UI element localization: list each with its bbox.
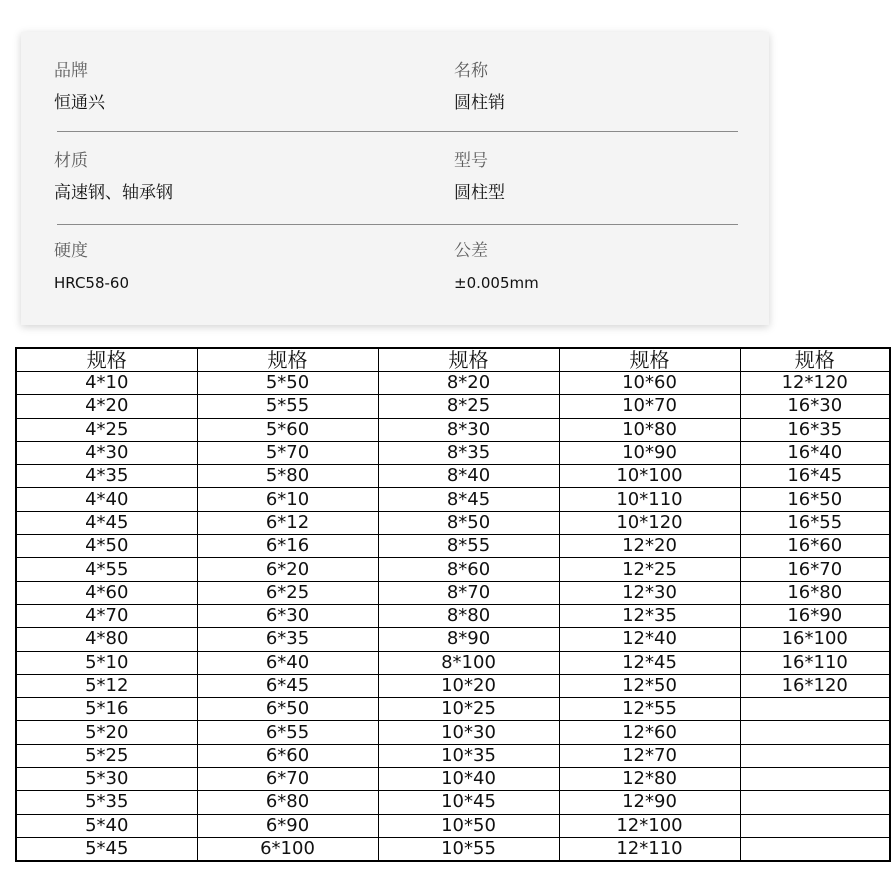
table-row: [16, 814, 890, 837]
name-label: 名称: [454, 61, 488, 81]
spec-size-cell: [740, 814, 890, 837]
model-value: 圆柱型: [454, 183, 505, 203]
spec-size-cell: 12*50: [559, 674, 740, 697]
table-row: [16, 698, 890, 721]
spec-size-cell: [740, 791, 890, 814]
spec-size-cell: 6*20: [197, 558, 378, 581]
spec-size-cell: 4*45: [16, 511, 197, 534]
spec-size-cell: 12*80: [559, 768, 740, 791]
table-row: [16, 465, 890, 488]
spec-size-cell: 8*70: [378, 581, 559, 604]
column-header-spec: 规格: [559, 348, 740, 372]
spec-size-cell: 4*70: [16, 604, 197, 627]
spec-size-cell: 8*50: [378, 511, 559, 534]
spec-size-cell: 6*12: [197, 511, 378, 534]
spec-size-cell: 12*60: [559, 721, 740, 744]
column-header-spec: 规格: [197, 348, 378, 372]
table-row: [16, 674, 890, 697]
spec-size-cell: 5*80: [197, 465, 378, 488]
divider: [57, 224, 738, 225]
table-row: [16, 837, 890, 861]
spec-size-cell: 10*60: [559, 372, 740, 395]
spec-size-cell: 12*45: [559, 651, 740, 674]
spec-size-cell: 6*70: [197, 768, 378, 791]
spec-size-cell: 4*10: [16, 372, 197, 395]
hardness-value: HRC58-60: [54, 274, 130, 292]
spec-size-cell: 4*60: [16, 581, 197, 604]
spec-size-cell: 5*25: [16, 744, 197, 767]
spec-size-cell: 4*40: [16, 488, 197, 511]
spec-size-cell: 6*40: [197, 651, 378, 674]
spec-size-cell: 16*90: [740, 604, 890, 627]
spec-size-cell: 10*70: [559, 395, 740, 418]
spec-name: [454, 58, 754, 116]
spec-size-cell: 8*40: [378, 465, 559, 488]
spec-size-cell: 16*80: [740, 581, 890, 604]
spec-size-cell: 16*110: [740, 651, 890, 674]
spec-size-cell: [740, 744, 890, 767]
spec-size-cell: 16*120: [740, 674, 890, 697]
spec-size-cell: 16*55: [740, 511, 890, 534]
spec-size-cell: 8*45: [378, 488, 559, 511]
spec-size-cell: 5*10: [16, 651, 197, 674]
spec-size-cell: 16*45: [740, 465, 890, 488]
spec-size-cell: 10*35: [378, 744, 559, 767]
spec-size-cell: 6*35: [197, 628, 378, 651]
spec-row-brand-name: [54, 58, 738, 148]
spec-size-cell: 12*100: [559, 814, 740, 837]
spec-size-cell: 10*110: [559, 488, 740, 511]
spec-material: [54, 148, 354, 206]
spec-size-cell: 10*55: [378, 837, 559, 861]
spec-size-cell: 4*30: [16, 441, 197, 464]
table-row: [16, 651, 890, 674]
spec-size-cell: 8*55: [378, 535, 559, 558]
table-row: [16, 768, 890, 791]
spec-size-cell: 16*100: [740, 628, 890, 651]
spec-size-cell: 5*40: [16, 814, 197, 837]
spec-size-cell: 8*60: [378, 558, 559, 581]
spec-size-cell: 6*100: [197, 837, 378, 861]
table-row: [16, 604, 890, 627]
spec-size-cell: 6*90: [197, 814, 378, 837]
spec-size-cell: 8*30: [378, 418, 559, 441]
material-value: 高速钢、轴承钢: [54, 183, 173, 203]
spec-size-cell: 12*40: [559, 628, 740, 651]
tolerance-label: 公差: [454, 241, 488, 261]
spec-size-cell: 4*50: [16, 535, 197, 558]
table-row: [16, 535, 890, 558]
spec-size-cell: 8*100: [378, 651, 559, 674]
spec-size-cell: 12*20: [559, 535, 740, 558]
spec-size-cell: 5*70: [197, 441, 378, 464]
spec-size-cell: 12*90: [559, 791, 740, 814]
spec-size-cell: [740, 698, 890, 721]
table-row: [16, 441, 890, 464]
table-row: [16, 511, 890, 534]
spec-size-cell: 5*16: [16, 698, 197, 721]
spec-hardness: [54, 238, 354, 296]
divider: [57, 131, 738, 132]
spec-tolerance: [454, 238, 754, 296]
spec-size-cell: 5*30: [16, 768, 197, 791]
spec-size-cell: 6*30: [197, 604, 378, 627]
spec-size-cell: 12*35: [559, 604, 740, 627]
table-row: [16, 395, 890, 418]
spec-size-cell: 10*30: [378, 721, 559, 744]
spec-size-cell: 6*80: [197, 791, 378, 814]
brand-label: 品牌: [54, 61, 88, 81]
spec-size-cell: 8*35: [378, 441, 559, 464]
spec-size-cell: 5*35: [16, 791, 197, 814]
spec-card: [21, 32, 769, 325]
spec-model: [454, 148, 754, 206]
spec-size-cell: 4*20: [16, 395, 197, 418]
table-row: [16, 744, 890, 767]
spec-size-cell: 12*120: [740, 372, 890, 395]
spec-size-cell: 8*20: [378, 372, 559, 395]
table-row: [16, 628, 890, 651]
spec-size-cell: 5*60: [197, 418, 378, 441]
size-table: [15, 347, 891, 862]
spec-size-cell: 6*25: [197, 581, 378, 604]
spec-size-cell: 12*55: [559, 698, 740, 721]
spec-size-cell: 5*55: [197, 395, 378, 418]
spec-size-cell: 8*90: [378, 628, 559, 651]
spec-size-cell: 10*45: [378, 791, 559, 814]
spec-size-cell: 16*40: [740, 441, 890, 464]
spec-row-hardness-tolerance: [54, 238, 738, 328]
table-row: [16, 581, 890, 604]
spec-size-cell: 10*25: [378, 698, 559, 721]
material-label: 材质: [54, 151, 88, 171]
spec-size-cell: 10*50: [378, 814, 559, 837]
tolerance-value: ±0.005mm: [454, 274, 539, 292]
hardness-label: 硬度: [54, 241, 88, 261]
spec-size-cell: 6*60: [197, 744, 378, 767]
brand-value: 恒通兴: [54, 93, 105, 113]
table-row: [16, 488, 890, 511]
spec-size-cell: 6*50: [197, 698, 378, 721]
spec-size-cell: 4*35: [16, 465, 197, 488]
spec-size-cell: [740, 721, 890, 744]
column-header-spec: 规格: [740, 348, 890, 372]
spec-size-cell: 10*80: [559, 418, 740, 441]
column-header-spec: 规格: [378, 348, 559, 372]
spec-size-cell: 8*25: [378, 395, 559, 418]
spec-size-cell: 16*50: [740, 488, 890, 511]
spec-size-cell: 10*20: [378, 674, 559, 697]
spec-size-cell: 12*25: [559, 558, 740, 581]
spec-size-cell: 16*60: [740, 535, 890, 558]
spec-size-cell: 16*30: [740, 395, 890, 418]
spec-size-cell: 10*40: [378, 768, 559, 791]
spec-size-cell: 16*35: [740, 418, 890, 441]
table-row: [16, 372, 890, 395]
spec-size-cell: 5*20: [16, 721, 197, 744]
table-row: [16, 791, 890, 814]
spec-size-cell: 10*100: [559, 465, 740, 488]
column-header-spec: 规格: [16, 348, 197, 372]
spec-brand: [54, 58, 354, 116]
spec-size-cell: 10*120: [559, 511, 740, 534]
spec-size-cell: 12*110: [559, 837, 740, 861]
spec-size-cell: 4*80: [16, 628, 197, 651]
spec-size-cell: 10*90: [559, 441, 740, 464]
spec-size-cell: 12*30: [559, 581, 740, 604]
spec-size-cell: 5*45: [16, 837, 197, 861]
spec-size-cell: 4*25: [16, 418, 197, 441]
spec-size-cell: 8*80: [378, 604, 559, 627]
table-row: [16, 558, 890, 581]
spec-size-cell: [740, 837, 890, 861]
spec-size-cell: 5*12: [16, 674, 197, 697]
spec-size-cell: 6*45: [197, 674, 378, 697]
table-row: [16, 418, 890, 441]
spec-size-cell: 4*55: [16, 558, 197, 581]
table-header-row: [16, 348, 890, 372]
table-row: [16, 721, 890, 744]
spec-size-cell: 6*10: [197, 488, 378, 511]
spec-size-cell: 16*70: [740, 558, 890, 581]
spec-size-cell: 6*55: [197, 721, 378, 744]
spec-size-cell: 5*50: [197, 372, 378, 395]
spec-size-cell: 12*70: [559, 744, 740, 767]
spec-size-cell: 6*16: [197, 535, 378, 558]
name-value: 圆柱销: [454, 93, 505, 113]
model-label: 型号: [454, 151, 488, 171]
spec-size-cell: [740, 768, 890, 791]
